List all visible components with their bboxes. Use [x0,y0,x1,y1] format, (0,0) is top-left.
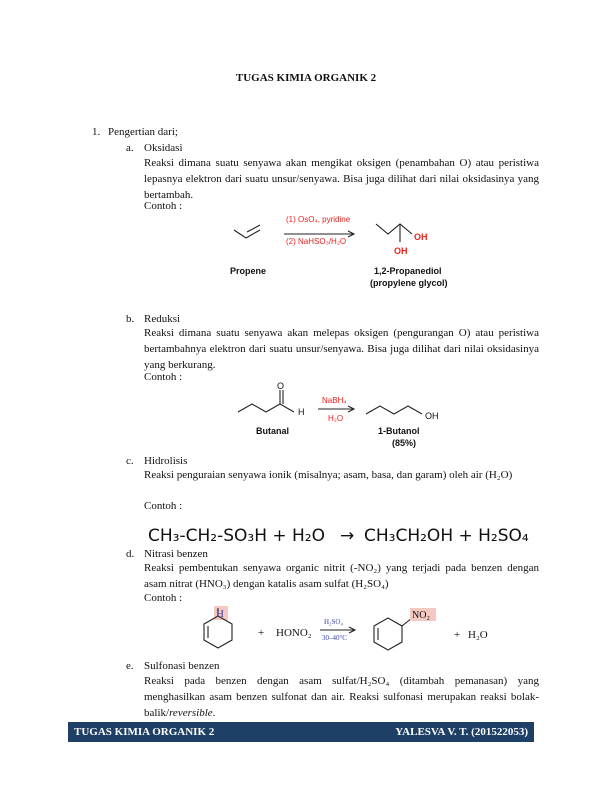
item-b-body: Reaksi dimana suatu senyawa akan melepas oksigen (pengurangan O) atau peristiwa bertambahnya elektron dari suatu unsur/senyawa. Bisa juga dilihat dari nilai oksidasinya yang berkurang. [144,327,539,371]
item-d-heading: Nitrasi benzen [144,548,208,560]
propene-skeleton [234,230,260,238]
reagent-1: NaBH₄ [322,396,347,405]
nitric-acid: HONO₂ [276,627,312,639]
item-c-letter: c. [126,455,134,467]
catalyst-label: H₂SO₄ [324,618,343,626]
item-b-contoh: Contoh : [144,371,183,383]
oh-label-1: OH [414,232,428,242]
carbonyl-o: O [277,382,285,391]
footer-bar [68,722,534,742]
product-alt-label: (propylene glycol) [370,278,448,288]
item-a-heading: Oksidasi [144,142,183,154]
propanediol-skeleton [376,224,412,234]
reactant-label: Propene [230,266,267,276]
reagent-2: (2) NaHSO₃/H₂O [286,237,347,246]
product-label: 1-Butanol [378,426,420,436]
hydroxyl-oh: OH [425,411,439,421]
item-c-body: Reaksi penguraian senyawa ionik (misalnya; asam, basa, dan garam) oleh air (H₂O) [144,469,513,481]
h-atom: H [216,608,224,620]
plus-1: + [258,627,265,639]
aldehyde-h: H [298,407,305,417]
butanal-skeleton [238,404,294,412]
section-number: 1. [92,126,101,138]
item-e-body: Reaksi pada benzen dengan asam sulfat/H₂SO₄ (ditambah pemanasan) yang menghasilkan asam benzen sulfonat dan air. Reaksi sulfonasi merupakan reaksi bolak-balik/reversible. [144,675,539,719]
item-c-contoh: Contoh : [144,500,183,512]
item-d-body: Reaksi pembentukan senyawa organic nitrit (-NO₂) yang terjadi pada benzen dengan asam nitrat (HNO₃) dengan katalis asam sulfat (H₂SO₄) [144,562,539,590]
butanol-skeleton [366,406,422,414]
item-a-contoh: Contoh : [144,200,183,212]
footer-right: YALESVA V. T. (201522053) [395,726,528,738]
nitration-scheme [194,604,514,656]
item-d-contoh: Contoh : [144,592,183,604]
no2-group: NO₂ [412,610,430,621]
item-d-letter: d. [126,548,135,560]
footer-left: TUGAS KIMIA ORGANIK 2 [74,726,215,738]
reduction-scheme [226,382,486,452]
hydrolysis-equation-right: CH₃CH₂OH + H₂SO₄ [364,526,529,546]
section-label: Pengertian dari; [108,126,178,138]
item-e-letter: e. [126,660,134,672]
product-label: 1,2-Propanediol [374,266,442,276]
hydrolysis-equation-left: CH₃-CH₂-SO₃H + H₂O [148,526,326,546]
reactant-label: Butanal [256,426,290,436]
reversible-term: reversible [169,707,213,719]
water: H₂O [468,629,488,641]
item-a-body: Reaksi dimana suatu senyawa akan mengikat oksigen (penambahan O) atau peristiwa lepasnya elektron dari suatu unsur/senyawa. Bisa juga dilihat dari nilai oksidasinya yang bertambah. [144,157,539,201]
yield-label: (85%) [392,438,417,448]
item-b-heading: Reduksi [144,313,181,325]
oxidation-scheme [226,208,476,294]
item-b-letter: b. [126,313,135,325]
item-e-heading: Sulfonasi benzen [144,660,220,672]
page-title: TUGAS KIMIA ORGANIK 2 [235,72,377,84]
hydrolysis-equation-arrow: → [340,526,355,546]
oh-label-2: OH [394,246,408,256]
item-a-letter: a. [126,142,134,154]
item-c-heading: Hidrolisis [144,455,188,467]
reagent-1: (1) OsO₄, pyridine [286,215,351,224]
reagent-2: H₂O [328,414,344,423]
temperature-label: 30–40°C [322,634,347,642]
plus-2: + [454,629,461,641]
